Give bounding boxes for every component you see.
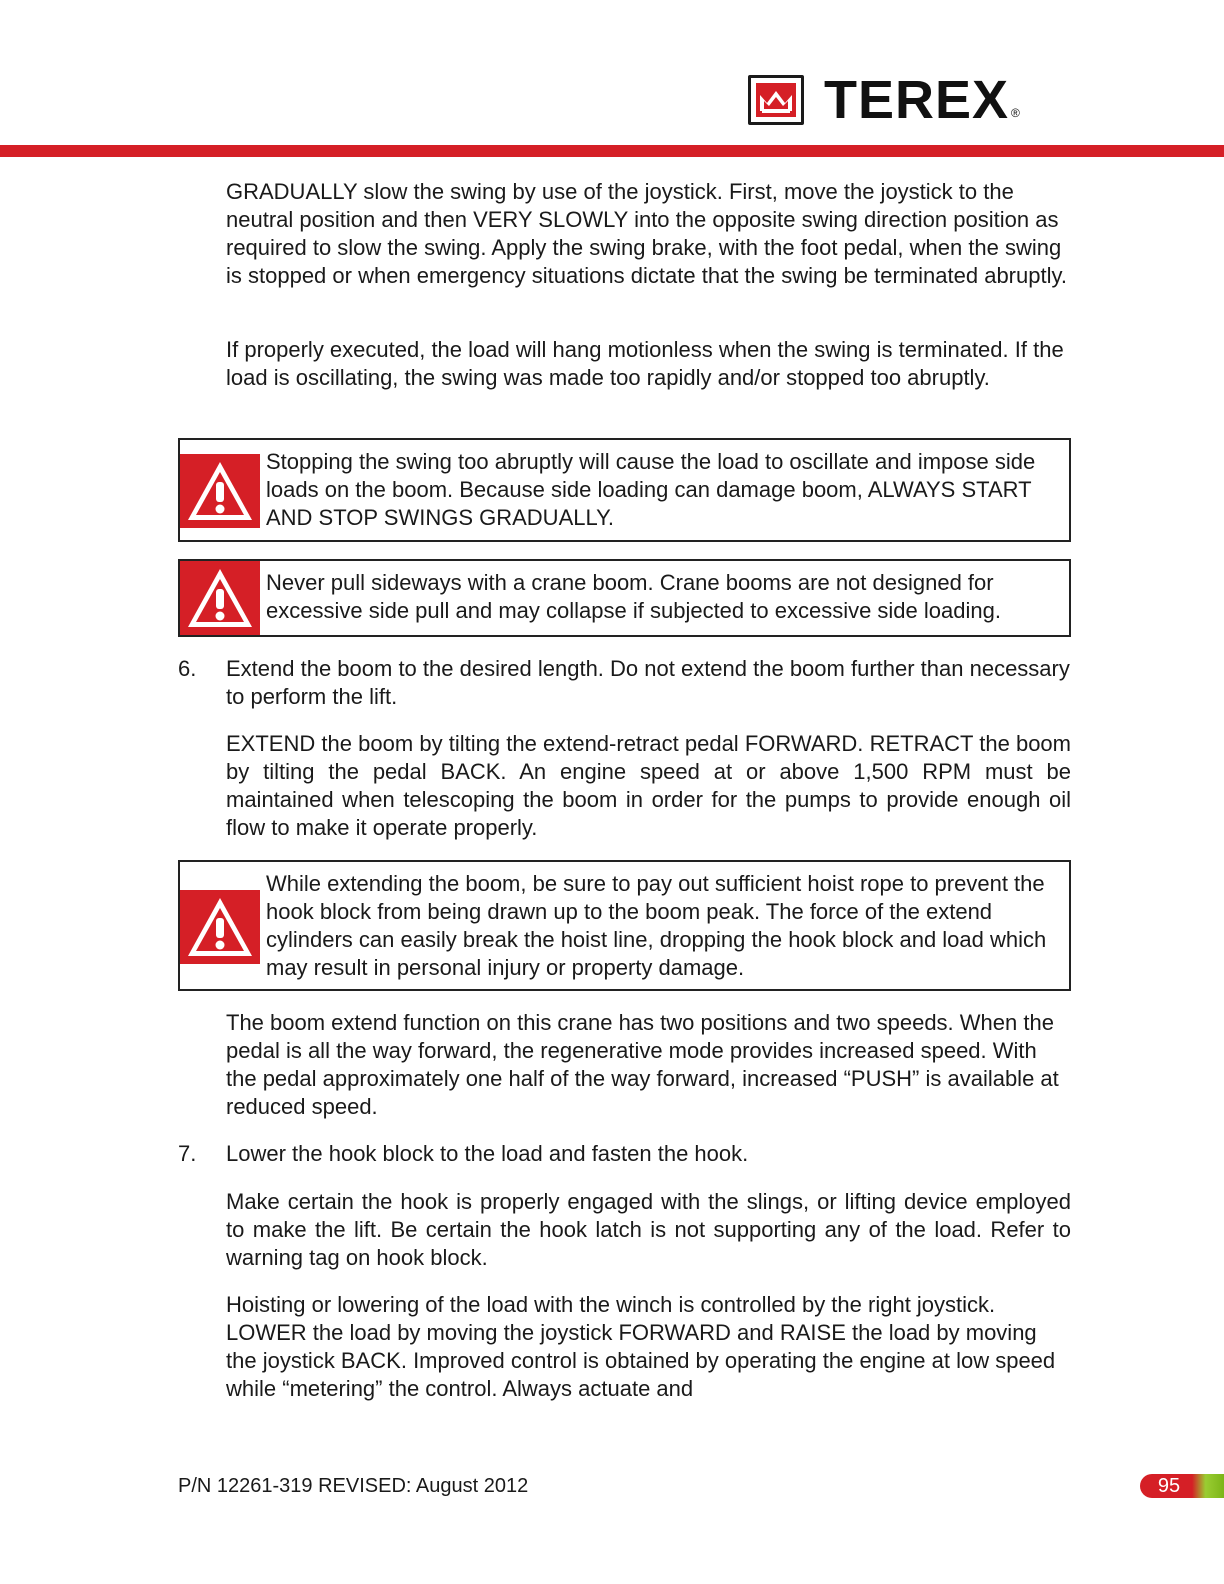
crown-logo-icon xyxy=(748,75,804,125)
paragraph-hook-engaged: Make certain the hook is properly engaged with the slings, or lifting device employed to make the lift. Be certain the hook latch is not supporting any of the load. Refer to warning tag on hook block. xyxy=(226,1189,1071,1270)
paragraph-properly-executed: If properly executed, the load will hang motionless when the swing is terminated. If the load is oscillating, the swing was made too rapidly and/or stopped too abruptly. xyxy=(226,337,1064,390)
brand-wordmark: TEREX xyxy=(824,70,1010,130)
footer-part-number: P/N 12261-319 REVISED: August 2012 xyxy=(178,1475,529,1497)
page-number: 95 xyxy=(1157,1475,1181,1497)
warning-triangle-icon xyxy=(180,561,260,635)
warning-box-sideways xyxy=(178,559,1071,637)
step-number-6: 6. xyxy=(178,656,197,681)
warning-text-sideways: Never pull sideways with a crane boom. Crane booms are not designed for excessive side pull and may collapse if subjected to excessive side loading. xyxy=(266,570,1001,623)
header-red-bar xyxy=(0,145,1224,157)
warning-box-hoist-rope xyxy=(178,860,1071,991)
warning-triangle-icon xyxy=(180,454,260,528)
paragraph-extend-retract: EXTEND the boom by tilting the extend-retract pedal FORWARD. RETRACT the boom by tilting the pedal BACK. An engine speed at or above 1,500 RPM must be maintained when telescoping the boom in order for the pumps to provide enough oil flow to make it operate properly. xyxy=(226,731,1071,840)
paragraph-boom-extend-function: The boom extend function on this crane has two positions and two speeds. When the pedal is all the way forward, the regenerative mode provides increased speed. With the pedal approximately one half of the way forward, increased “PUSH” is available at reduced speed. xyxy=(226,1010,1059,1119)
paragraph-gradual-swing: GRADUALLY slow the swing by use of the joystick. First, move the joystick to the neutral position and then VERY SLOWLY into the opposite swing direction position as required to slow the swing. Apply the swing brake, with the foot pedal, when the swing is stopped or when emergency situations dictate that the swing be terminated abruptly. xyxy=(226,179,1067,288)
step-number-7: 7. xyxy=(178,1141,197,1166)
registered-mark: ® xyxy=(1011,106,1020,120)
warning-box-swing xyxy=(178,438,1071,542)
warning-text-swing: Stopping the swing too abruptly will cause the load to oscillate and impose side loads on the boom. Because side loading can damage boom, ALWAYS START AND STOP SWINGS GRADUALLY. xyxy=(266,449,1036,530)
warning-triangle-icon xyxy=(180,890,260,964)
step-text-7: Lower the hook block to the load and fasten the hook. xyxy=(226,1141,749,1166)
paragraph-hoisting-lowering: Hoisting or lowering of the load with the winch is controlled by the right joystick. LOWER the load by moving the joystick FORWARD and RAISE the load by moving the joystick BACK. Improved control is obtained by operating the engine at low speed while “metering” the control. Always actuate and xyxy=(226,1292,1056,1401)
terex-logo xyxy=(748,72,1020,128)
warning-text-hoist-rope: While extending the boom, be sure to pay out sufficient hoist rope to prevent the hook block from being drawn up to the boom peak. The force of the extend cylinders can easily break the hoist line, dropping the hook block and load which may result in personal injury or property damage. xyxy=(266,871,1047,980)
step-text-6: Extend the boom to the desired length. Do not extend the boom further than necessary to perform the lift. xyxy=(226,656,1070,709)
